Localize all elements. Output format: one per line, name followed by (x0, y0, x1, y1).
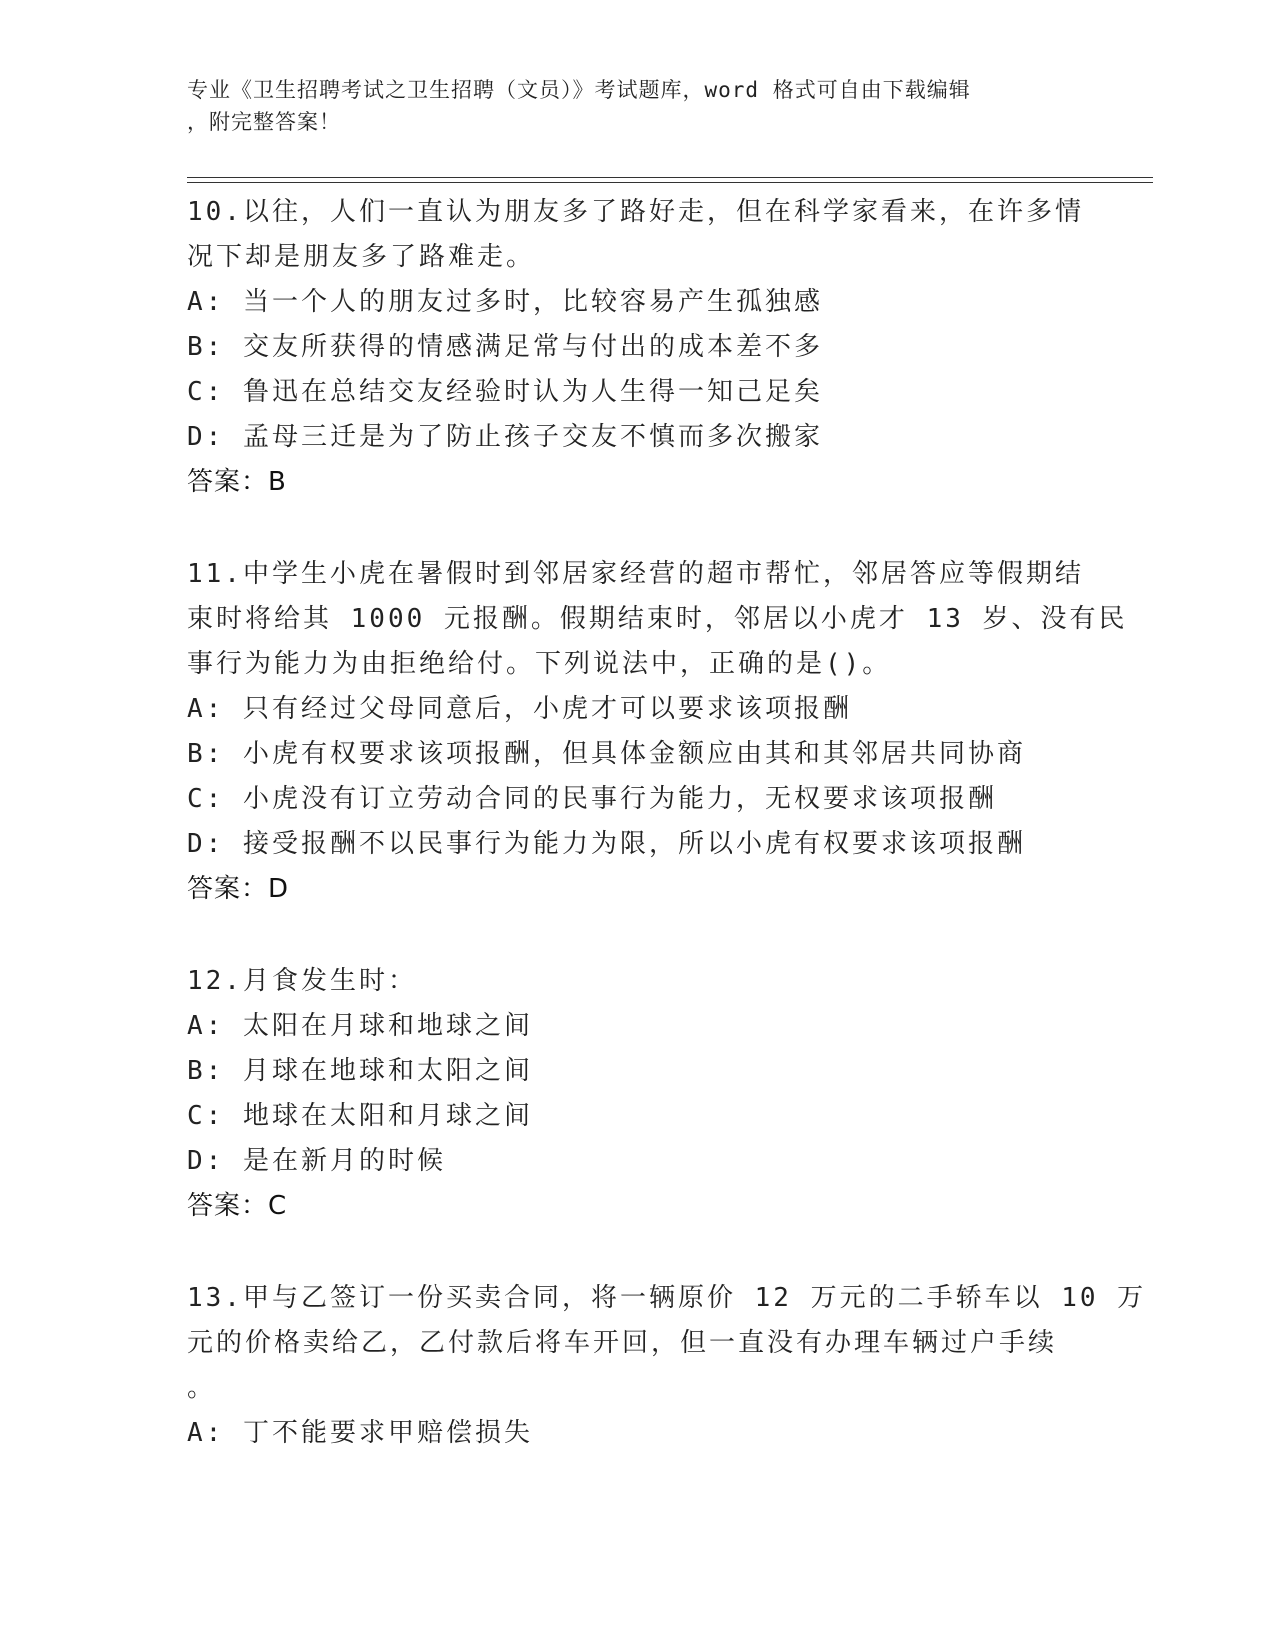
spacer (187, 1229, 1087, 1276)
option-d: D: 是在新月的时候 (187, 1146, 446, 1176)
answer-label: 答案：D (187, 874, 290, 904)
document-header (187, 74, 1087, 138)
option-c: C: 小虎没有订立劳动合同的民事行为能力，无权要求该项报酬 (187, 784, 997, 814)
question-10 (187, 190, 1087, 505)
option-b: B: 月球在地球和太阳之间 (187, 1056, 533, 1086)
question-13 (187, 1276, 1147, 1456)
question-text-line: 10.以往，人们一直认为朋友多了路好走，但在科学家看来，在许多情 (187, 197, 1084, 227)
question-12 (187, 959, 1087, 1229)
header-line-2: ，附完整答案！ (187, 110, 341, 134)
question-text-line: 况下却是朋友多了路难走。 (187, 242, 536, 272)
question-text-line: 束时将给其 1000 元报酬。假期结束时，邻居以小虎才 13 岁、没有民 (187, 604, 1128, 634)
option-a: A: 只有经过父母同意后，小虎才可以要求该项报酬 (187, 694, 852, 724)
question-list (187, 190, 1147, 1456)
question-text-line: 11.中学生小虎在暑假时到邻居家经营的超市帮忙，邻居答应等假期结 (187, 559, 1084, 589)
question-text-line: 事行为能力为由拒绝给付。下列说法中，正确的是()。 (187, 649, 892, 679)
option-c: C: 鲁迅在总结交友经验时认为人生得一知己足矣 (187, 377, 823, 407)
option-b: B: 小虎有权要求该项报酬，但具体金额应由其和其邻居共同协商 (187, 739, 1026, 769)
option-d: D: 接受报酬不以民事行为能力为限，所以小虎有权要求该项报酬 (187, 829, 1026, 859)
option-a: A: 当一个人的朋友过多时，比较容易产生孤独感 (187, 287, 823, 317)
option-c: C: 地球在太阳和月球之间 (187, 1101, 533, 1131)
option-b: B: 交友所获得的情感满足常与付出的成本差不多 (187, 332, 823, 362)
answer-label: 答案：C (187, 1191, 288, 1221)
question-text-line: 。 (187, 1373, 217, 1403)
option-a: A: 太阳在月球和地球之间 (187, 1011, 533, 1041)
header-rule-top (187, 177, 1153, 178)
question-text-line: 元的价格卖给乙，乙付款后将车开回，但一直没有办理车辆过户手续 (187, 1328, 1058, 1358)
header-rule-bottom (187, 182, 1153, 183)
spacer (187, 505, 1087, 552)
question-11 (187, 552, 1128, 912)
header-line-1: 专业《卫生招聘考试之卫生招聘（文员）》考试题库，word 格式可自由下载编辑 (187, 78, 971, 102)
answer-label: 答案：B (187, 467, 287, 497)
question-text-line: 13.甲与乙签订一份买卖合同，将一辆原价 12 万元的二手轿车以 10 万 (187, 1283, 1147, 1313)
option-a: A: 丁不能要求甲赔偿损失 (187, 1418, 533, 1448)
question-text-line: 12.月食发生时： (187, 966, 417, 996)
option-d: D: 孟母三迁是为了防止孩子交友不慎而多次搬家 (187, 422, 823, 452)
spacer (187, 912, 1087, 959)
